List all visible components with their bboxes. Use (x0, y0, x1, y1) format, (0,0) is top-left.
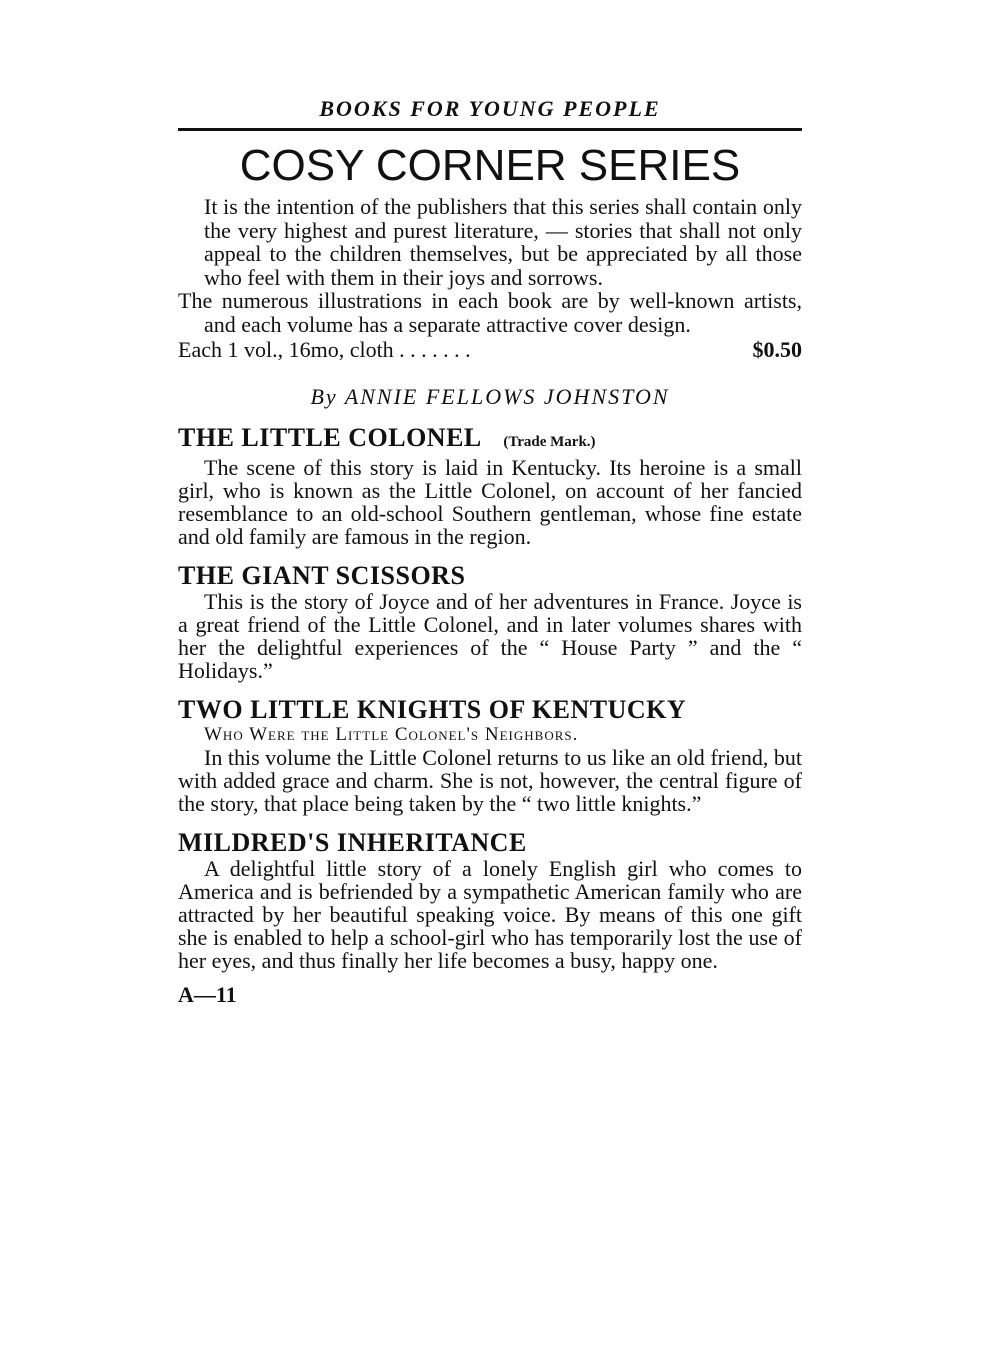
book-description: In this volume the Little Colonel returns to us like an old friend, but with added grace and charm. She is not, however, the central figure of the story, that place being taken by the “ two little knights.” (178, 745, 802, 817)
book-title (178, 696, 802, 724)
price-label: Each 1 vol., 16mo, cloth . . . . . . . (178, 337, 471, 363)
book-subtitle: Who Were the Little Colonel's Neighbors. (204, 724, 579, 746)
running-head: BOOKS FOR YOUNG PEOPLE (319, 96, 661, 121)
price-line (178, 338, 802, 362)
book-title-text: THE GIANT SCISSORS (178, 561, 466, 591)
book-title (178, 424, 802, 456)
book-description: This is the story of Joyce and of her adventures in France. Joyce is a great friend of the Little Colonel, and in later volumes shares with her the delightful experiences of the “ House Party ” and the “ Holidays.” (178, 589, 802, 684)
book-description: A delightful little story of a lonely English girl who comes to America and is befriended by a sympathetic American family who are attracted by her beautiful speaking voice. By means of this one gift she is enabled to help a school-girl who has temporarily lost the use of her eyes, and thus finally her life becomes a busy, happy one. (178, 856, 802, 974)
book-title-text: TWO LITTLE KNIGHTS OF KENTUCKY (178, 695, 687, 725)
price-value: $0.50 (752, 337, 802, 363)
intro-paragraph-1: It is the intention of the publishers that this series shall contain only the very highest and purest literature, — stories that shall not only appeal to the children themselves, but be appreciated by all those who feel with them in their joys and sorrows. (204, 194, 802, 290)
book-title (178, 562, 802, 590)
author-line: By ANNIE FELLOWS JOHNSTON (310, 384, 670, 410)
book-entry (178, 424, 802, 548)
intro-paragraph-2: The numerous illustrations in each book are by well-known artists, and each volume has a separate attractive cover design. (178, 288, 802, 337)
series-title: COSY CORNER SERIES (239, 141, 741, 190)
book-title-text: MILDRED'S INHERITANCE (178, 828, 527, 858)
book-entry (178, 696, 802, 815)
book-entry (178, 562, 802, 682)
page-number: A—11 (178, 982, 237, 1008)
book-title-text: THE LITTLE COLONEL (178, 423, 481, 453)
trademark-note: (Trade Mark.) (503, 434, 596, 451)
book-title (178, 829, 802, 857)
catalog-page (178, 96, 802, 1008)
header-rule (178, 128, 802, 131)
book-description: The scene of this story is laid in Kentucky. Its heroine is a small girl, who is known as the Little Colonel, on account of her fancied resemblance to an old-school Southern gentleman, whose fine estate and old family are famous in the region. (178, 455, 802, 550)
book-entry (178, 829, 802, 972)
